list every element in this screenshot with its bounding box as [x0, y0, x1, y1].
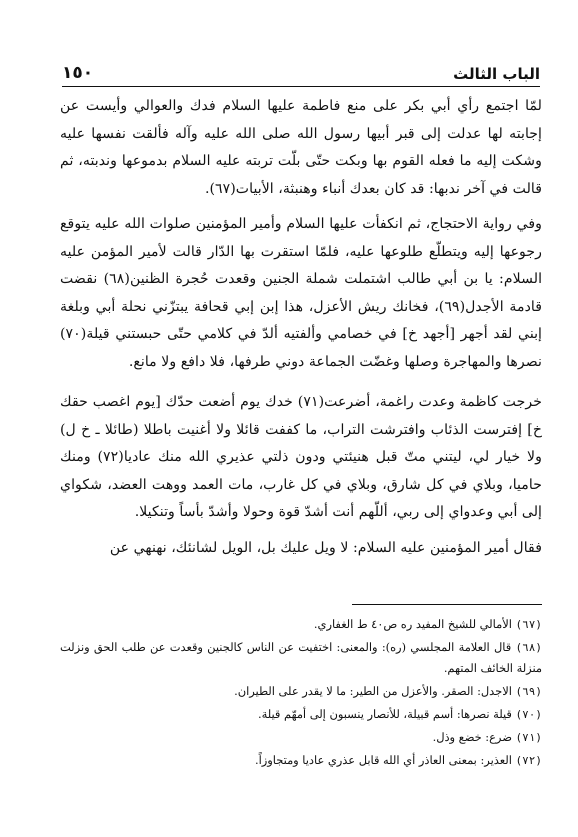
header-divider: [62, 86, 540, 87]
footnote-text: قال العلامة المجلسي (ره): والمعنى: اختفيت عن الناس كالجنين وقعدت عن طلب الحق ونزلت منزلة الخائف المتهم.: [60, 640, 542, 675]
footnotes: [60, 614, 542, 773]
footnote: [60, 727, 542, 748]
paragraph: خرجت كاظمة وعدت راغمة، أضرعت(٧١) خدك يوم أضعت حدّك [يوم اغصب حقك خ] إفترست الذئاب وافترشت التراب، ما كففت قائلا ولا أغنيت باطلا (طائلا ـ خ ل) ولا خيار لي، ليتني متّ قبل هنيئتي ودون ذلتي عذيري الله منك عاديا(٧٢) ومنك حاميا، وبلاي في كل شارق، وبلاي في كل غارب، مات العمد ووهت العضد، شكواي إلى أبي وعدواي إلى ربي، أللّهم أنت أشدّ قوة وحولا وأشدّ بأساً وتنكيلا.: [60, 394, 543, 520]
chapter-title: الباب الثالث: [453, 65, 540, 83]
footnote-number: (٧٢): [515, 754, 542, 767]
footnote: [60, 614, 542, 635]
footnote-text: قيلة نصرها: أسم قبيلة، للأنصار ينسبون إلى أمهّم قيلة.: [257, 707, 512, 721]
paragraph: وفي رواية الاحتجاج، ثم انكفأت عليها السلام وأمير المؤمنين صلوات الله عليه يتوقع رجوعها إليه ويتطلّع طلوعها عليه، فلمّا استقرت بها الدّار قالت لأمير المؤمن عليه السلام: يا بن أبي طالب اشتملت شملة الجنين وقعدت حُجرة الظنين(٦٨) نقضت قادمة الأجدل(٦٩)، فخانك ريش الأعزل، هذا إبن إبي قحافة يبتزّني نحلة أبي وبلغة إبني لقد أجهر [أجهد خ] في خصامي وألفتيه ألدّ في كلامي حتّى حبستني قيلة(٧٠) نصرها والمهاجرة وصلها وغضّت الجماعة دوني طرفها، فلا دافع ولا مانع.: [60, 216, 543, 370]
footnote-text: العذير: بمعنى العاذر أي الله قابل عذري عاديا ومتجاوزاً.: [255, 753, 512, 767]
footnote-text: الاجدل: الصقر. والأعزل من الطير: ما لا يقدر على الطيران.: [234, 684, 512, 698]
footnote: [60, 750, 542, 771]
footnote-number: (٦٧): [515, 618, 542, 631]
footnote-text: الأمالي للشيخ المفيد ره ص٤٠ ط الغفاري.: [313, 617, 512, 631]
footnote: [60, 681, 542, 702]
main-text: [60, 93, 542, 575]
footnote-text: ضرع: خضع وذل.: [432, 730, 512, 744]
footnote-divider: [352, 604, 542, 605]
footnote-number: (٦٨): [515, 641, 542, 654]
footnote-number: (٦٩): [515, 685, 542, 698]
page-number: ١٥٠: [62, 63, 94, 83]
paragraph: لمّا اجتمع رأي أبي بكر على منع فاطمة عليها السلام فدك والعوالي وأيست عن إجابته لها عدلت إلى قبر أبيها رسول الله صلى الله عليه وآله فألقت نفسها عليه وشكت إليه ما فعله القوم بها وبكت حتّى بلّت تربته عليه السلام بدموعها وندبته، ثم قالت في آخر ندبها: قد كان بعدك أنباء وهنبثة، الأبيات(٦٧).: [60, 98, 542, 197]
paragraph: فقال أمير المؤمنين عليه السلام: لا ويل عليك بل، الويل لشانئك، نهنهي عن: [109, 539, 542, 556]
footnote-number: (٧١): [515, 731, 542, 744]
page-header: [62, 63, 540, 87]
footnote: [60, 637, 542, 679]
footnote-number: (٧٠): [515, 708, 542, 721]
footnote: [60, 704, 542, 725]
